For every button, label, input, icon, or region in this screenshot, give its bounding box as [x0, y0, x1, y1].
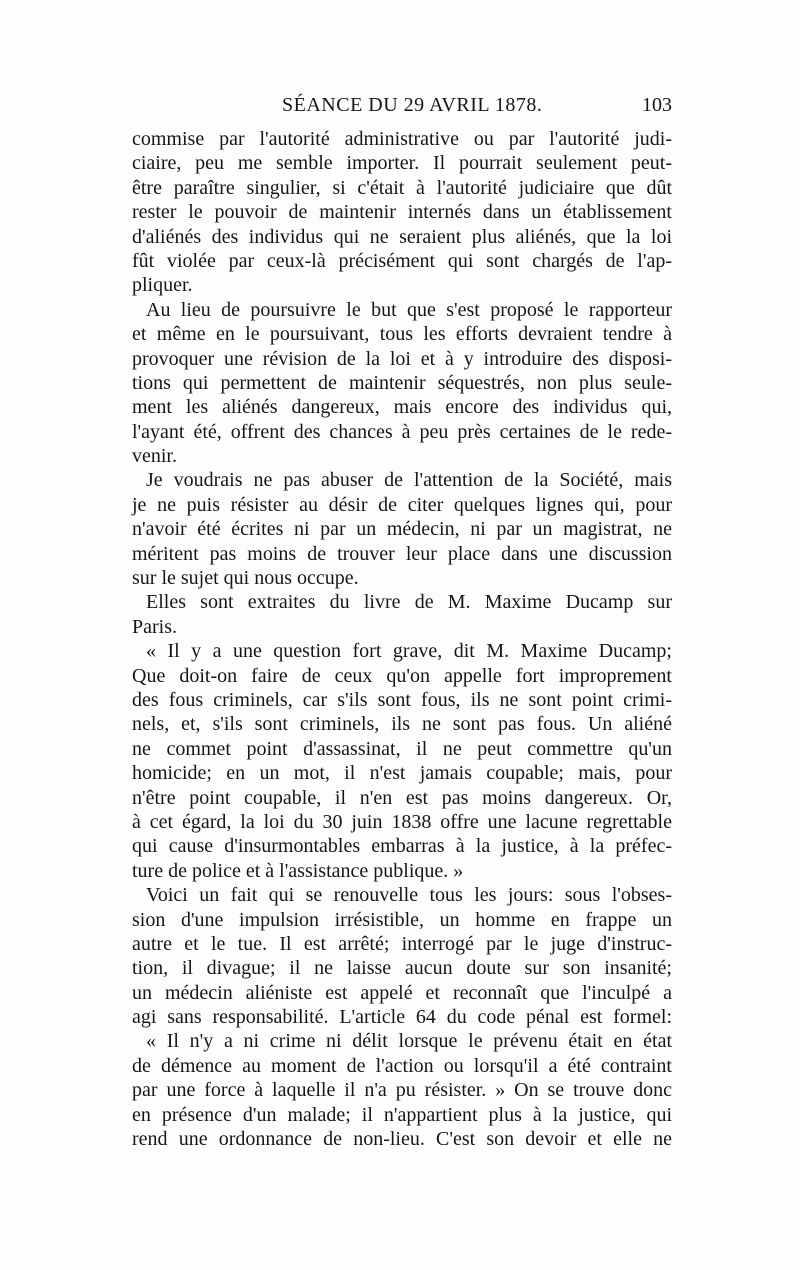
text-line: ne commet point d'assassinat, il ne peut commettre qu'un — [132, 737, 672, 760]
text-line: pliquer. — [132, 274, 193, 297]
text-line: d'aliénés des individus qui ne seraient plus aliénés, que la loi — [132, 225, 672, 248]
text-line: des fous criminels, car s'ils sont fous, ils ne sont point crimi- — [132, 688, 672, 711]
text-line: Elles sont extraites du livre de M. Maxime Ducamp sur — [146, 591, 672, 614]
page-header — [132, 94, 672, 124]
text-line: rend une ordonnance de non-lieu. C'est son devoir et elle ne — [132, 1128, 672, 1151]
text-line: Je voudrais ne pas abuser de l'attention de la Société, mais — [146, 469, 672, 492]
text-line: Paris. — [132, 615, 177, 638]
text-line: commise par l'autorité administrative ou par l'autorité judi- — [132, 128, 672, 150]
text-line: autre et le tue. Il est arrêté; interrogé par le juge d'instruc- — [132, 932, 672, 955]
text-line: tions qui permettent de maintenir séquestrés, non plus seule- — [132, 371, 672, 394]
text-line: agi sans responsabilité. L'article 64 du code pénal est formel: — [132, 1006, 672, 1029]
text-line: tion, il divague; il ne laisse aucun doute sur son insanité; — [132, 957, 672, 980]
text-line: par une force à laquelle il n'a pu résister. » On se trouve donc — [132, 1079, 672, 1102]
text-line: ciaire, peu me semble importer. Il pourrait seulement peut- — [132, 152, 672, 175]
text-line: en présence d'un malade; il n'appartient plus à la justice, qui — [132, 1103, 672, 1126]
text-line: « Il n'y a ni crime ni délit lorsque le prévenu était en état — [146, 1030, 672, 1053]
text-line: Au lieu de poursuivre le but que s'est proposé le rapporteur — [146, 298, 672, 321]
running-head: SÉANCE DU 29 AVRIL 1878. — [282, 94, 543, 116]
text-line: sur le sujet qui nous occupe. — [132, 567, 359, 590]
text-line: rester le pouvoir de maintenir internés dans un établissement — [132, 201, 672, 224]
text-line: ture de police et à l'assistance publique. » — [132, 859, 464, 882]
text-line: je ne puis résister au désir de citer quelques lignes qui, pour — [132, 493, 672, 516]
text-line: nels, et, s'ils sont criminels, ils ne sont pas fous. Un aliéné — [132, 713, 672, 736]
text-line: sion d'une impulsion irrésistible, un homme en frappe un — [132, 908, 672, 931]
text-line: Voici un fait qui se renouvelle tous les jours: sous l'obses- — [146, 884, 672, 907]
text-line: homicide; en un mot, il n'est jamais coupable; mais, pour — [132, 762, 672, 785]
body-text — [132, 127, 672, 1151]
text-line: provoquer une révision de la loi et à y introduire des disposi- — [132, 347, 672, 370]
text-line: Que doit-on faire de ceux qu'on appelle fort improprement — [132, 664, 672, 687]
text-line: méritent pas moins de trouver leur place dans une discussion — [132, 542, 672, 565]
text-line: qui cause d'insurmontables embarras à la justice, à la préfec- — [132, 835, 672, 858]
text-line: « Il y a une question fort grave, dit M. Maxime Ducamp; — [146, 640, 672, 663]
text-line: n'être point coupable, il n'en est pas moins dangereux. Or, — [132, 786, 672, 809]
text-line: et même en le poursuivant, tous les efforts devraient tendre à — [132, 323, 672, 346]
text-line: n'avoir été écrites ni par un médecin, ni par un magistrat, ne — [132, 518, 672, 541]
page-number: 103 — [642, 94, 672, 116]
text-line: ment les aliénés dangereux, mais encore des individus qui, — [132, 396, 672, 419]
text-line: venir. — [132, 445, 177, 468]
text-line: de démence au moment de l'action ou lorsqu'il a été contraint — [132, 1054, 672, 1077]
text-line: l'ayant été, offrent des chances à peu près certaines de le rede- — [132, 420, 672, 443]
text-line: être paraître singulier, si c'était à l'autorité judiciaire que dût — [132, 176, 672, 199]
text-line: à cet égard, la loi du 30 juin 1838 offre une lacune regrettable — [132, 810, 672, 833]
text-line: un médecin aliéniste est appelé et reconnaît que l'inculpé a — [132, 981, 672, 1004]
text-line: fût violée par ceux-là précisément qui sont chargés de l'ap- — [132, 249, 672, 272]
